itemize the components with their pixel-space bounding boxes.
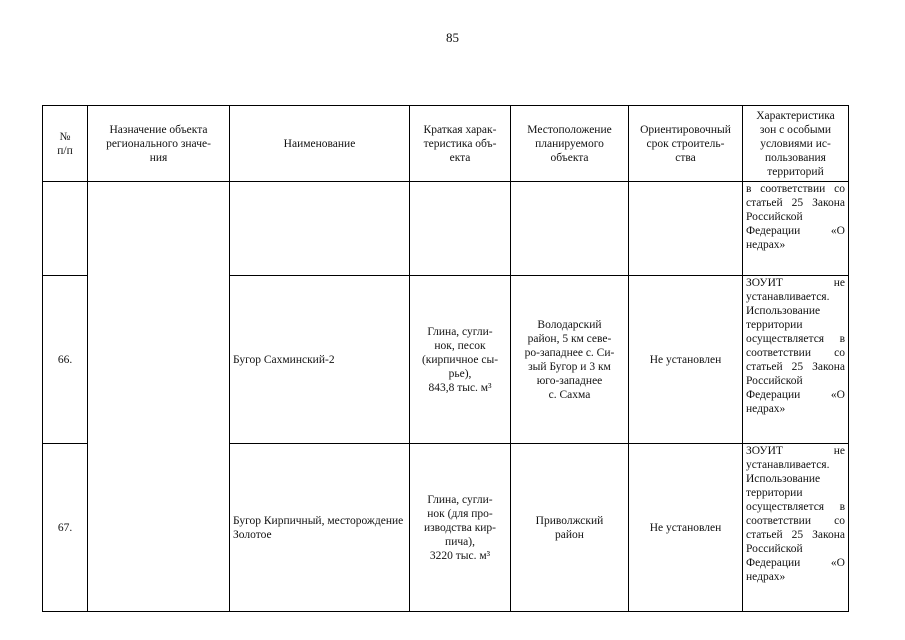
cell-purpose-merged [88, 182, 230, 612]
cell-term: Не установлен [629, 444, 743, 612]
cell-number: 67. [43, 444, 88, 612]
cell-name: Бугор Кирпичный, месторождение Золотое [230, 444, 410, 612]
cell-characteristic [410, 182, 511, 276]
header-zones: Характеристика зон с особыми условиями ис- пользования территорий [743, 106, 849, 182]
cell-location: Володарский район, 5 км севе- ро-западнее с. Си- зый Бугор и 3 км юго-западнее с. Сахма [511, 276, 629, 444]
cell-number: 66. [43, 276, 88, 444]
table-header-row [43, 106, 849, 182]
cell-term: Не установлен [629, 276, 743, 444]
cell-characteristic: Глина, сугли- нок (для про- изводства кир- пича), 3220 тыс. м³ [410, 444, 511, 612]
table-row-continuation [43, 182, 849, 276]
cell-zones: в соответствии со статьей 25 Закона Российской Федерации «О недрах» [743, 182, 849, 276]
cell-number [43, 182, 88, 276]
header-term: Ориентировочный срок строитель- ства [629, 106, 743, 182]
cell-name [230, 182, 410, 276]
header-purpose: Назначение объекта регионального значе- ния [88, 106, 230, 182]
cell-characteristic: Глина, сугли- нок, песок (кирпичное сы- рье), 843,8 тыс. м³ [410, 276, 511, 444]
cell-name: Бугор Сахминский-2 [230, 276, 410, 444]
regional-objects-table [42, 105, 849, 612]
cell-location [511, 182, 629, 276]
header-name: Наименование [230, 106, 410, 182]
header-characteristic: Краткая харак- теристика объ- екта [410, 106, 511, 182]
cell-zones: ЗОУИТ не устанавливается. Использование территории осуществляется в соответствии со статьей 25 Закона Российской Федерации «О недрах» [743, 444, 849, 612]
page-number: 85 [446, 30, 459, 45]
cell-location: Приволжский район [511, 444, 629, 612]
cell-zones: ЗОУИТ не устанавливается. Использование территории осуществляется в соответствии со статьей 25 Закона Российской Федерации «О недрах» [743, 276, 849, 444]
cell-term [629, 182, 743, 276]
header-location: Местоположение планируемого объекта [511, 106, 629, 182]
header-number: № п/п [43, 106, 88, 182]
